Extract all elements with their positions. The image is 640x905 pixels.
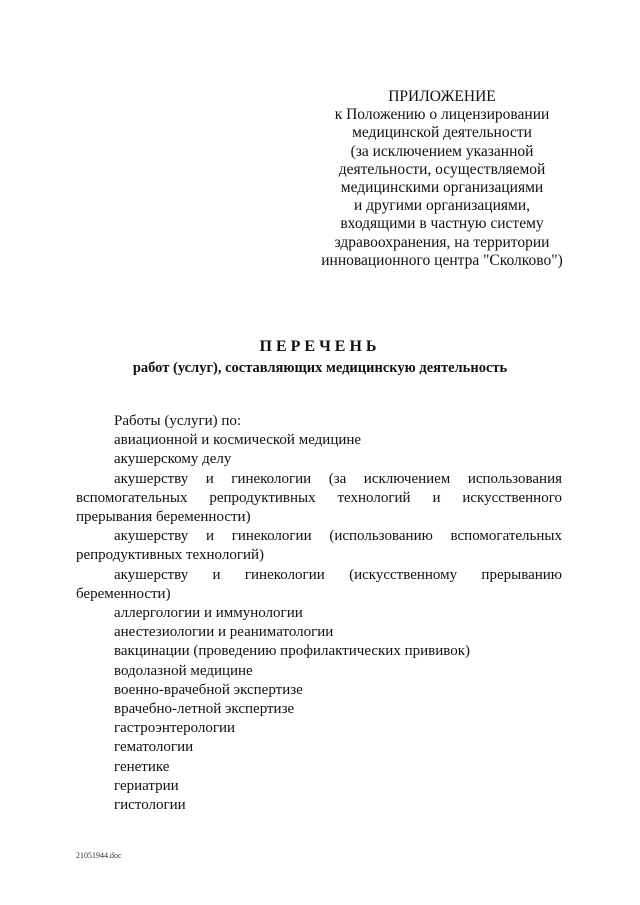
document-body xyxy=(76,412,562,815)
appendix-line: медицинскими организациями xyxy=(340,179,544,197)
list-item-line: беременности) xyxy=(76,585,171,602)
appendix-line: медицинской деятельности xyxy=(352,124,532,142)
list-item: военно-врачебной экспертизе xyxy=(114,681,303,698)
list-item: аллергологии и иммунологии xyxy=(114,605,303,622)
appendix-line: деятельности, осуществляемой xyxy=(338,160,546,178)
list-item: водолазной медицине xyxy=(114,662,253,679)
list-item: гематологии xyxy=(114,739,194,756)
list-item: акушерскому делу xyxy=(114,451,232,468)
intro-text: Работы (услуги) по: xyxy=(114,413,242,429)
document-subtitle: работ (услуг), составляющих медицинскую деятельность xyxy=(132,360,508,376)
list-item: гериатрии xyxy=(114,777,179,794)
list-item: гастроэнтерологии xyxy=(114,720,236,737)
list-item-line: прерывания беременности) xyxy=(76,509,251,526)
list-item: врачебно-летной экспертизе xyxy=(114,701,295,718)
list-item-line: акушерству и гинекологии (использованию вспомогательных xyxy=(114,528,562,545)
list-item: генетике xyxy=(114,758,170,775)
list-item: авиационной и космической медицине xyxy=(114,432,362,449)
appendix-line: ПРИЛОЖЕНИЕ xyxy=(388,88,496,105)
appendix-header xyxy=(318,88,566,270)
appendix-line: здравоохранения, на территории xyxy=(334,233,550,251)
appendix-line: инновационного центра "Сколково") xyxy=(321,251,563,269)
list-item-line: акушерству и гинекологии (искусственному прерыванию xyxy=(114,566,562,583)
list-item-line: вспомогательных репродуктивных технологий и искусственного xyxy=(76,489,562,506)
list-item: вакцинации (проведению профилактических прививок) xyxy=(114,643,470,660)
list-item-line: репродуктивных технологий) xyxy=(76,547,265,564)
appendix-line: (за исключением указанной xyxy=(350,142,534,160)
file-name-footer: 21051944.doc xyxy=(76,851,122,860)
list-item: анестезиологии и реаниматологии xyxy=(114,624,334,641)
appendix-line: и другими организациями, xyxy=(353,197,530,215)
appendix-line: к Положению о лицензировании xyxy=(334,106,550,124)
appendix-line: входящими в частную систему xyxy=(340,215,544,233)
document-title: ПЕРЕЧЕНЬ xyxy=(259,338,381,355)
list-item: гистологии xyxy=(114,797,186,814)
list-item-line: акушерству и гинекологии (за исключением использования xyxy=(114,470,562,487)
